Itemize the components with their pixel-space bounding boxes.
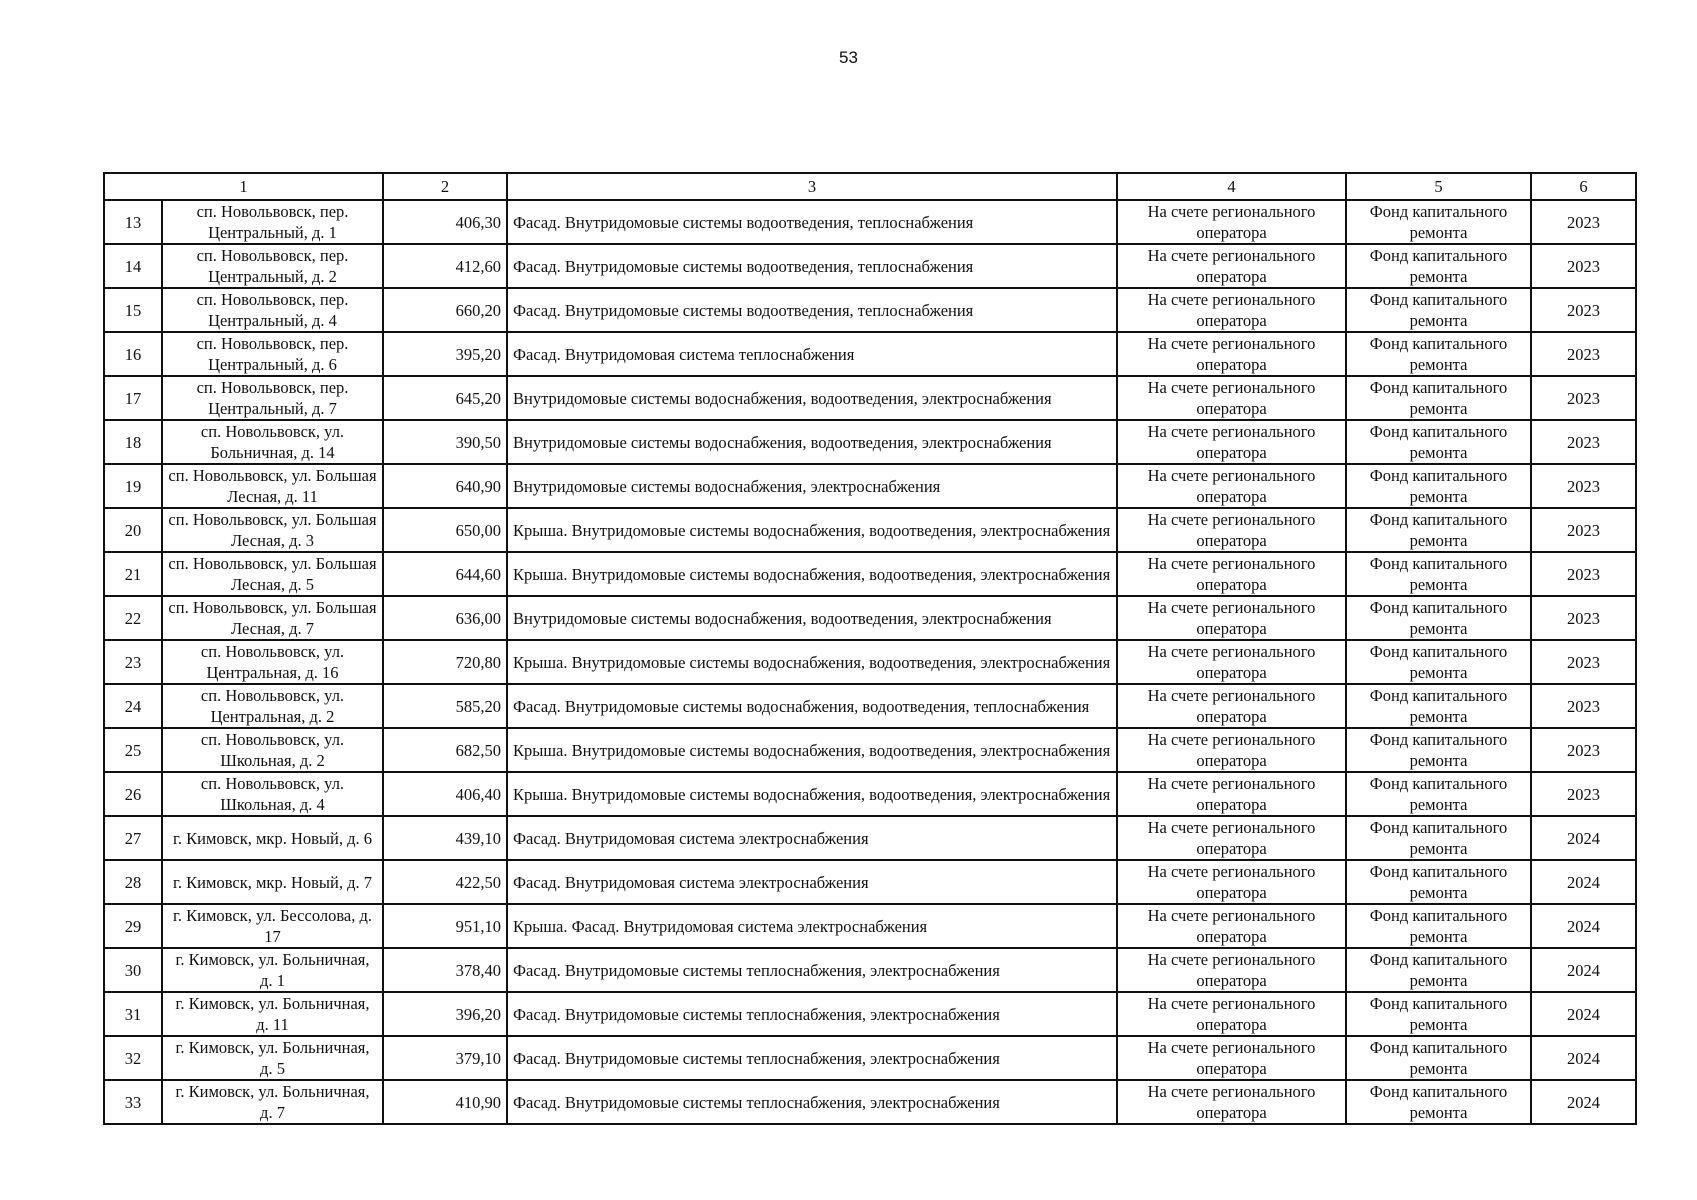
repair-works-cell: Фасад. Внутридомовые системы теплоснабжения, электроснабжения	[507, 1080, 1117, 1124]
address-cell: сп. Новольвовск, ул. Школьная, д. 2	[162, 728, 383, 772]
table-row	[104, 244, 1636, 288]
table-row	[104, 420, 1636, 464]
table-row	[104, 992, 1636, 1036]
fund-formation-method-cell: На счете регионального оператора	[1117, 464, 1346, 508]
table-row	[104, 376, 1636, 420]
repair-works-cell: Фасад. Внутридомовые системы теплоснабжения, электроснабжения	[507, 948, 1117, 992]
repair-works-cell: Фасад. Внутридомовые системы водоотведения, теплоснабжения	[507, 244, 1117, 288]
area-cell: 412,60	[383, 244, 507, 288]
planned-year-cell: 2024	[1531, 904, 1636, 948]
row-number-cell: 24	[104, 684, 162, 728]
column-header-4: 4	[1117, 173, 1346, 200]
funding-source-cell: Фонд капитального ремонта	[1346, 596, 1531, 640]
row-number-cell: 26	[104, 772, 162, 816]
fund-formation-method-cell: На счете регионального оператора	[1117, 552, 1346, 596]
area-cell: 439,10	[383, 816, 507, 860]
row-number-cell: 33	[104, 1080, 162, 1124]
fund-formation-method-cell: На счете регионального оператора	[1117, 508, 1346, 552]
row-number-cell: 14	[104, 244, 162, 288]
repair-works-cell: Крыша. Внутридомовые системы водоснабжения, водоотведения, электроснабжения	[507, 772, 1117, 816]
funding-source-cell: Фонд капитального ремонта	[1346, 640, 1531, 684]
address-cell: сп. Новольвовск, ул. Центральная, д. 16	[162, 640, 383, 684]
planned-year-cell: 2023	[1531, 772, 1636, 816]
table-row	[104, 1080, 1636, 1124]
funding-source-cell: Фонд капитального ремонта	[1346, 244, 1531, 288]
funding-source-cell: Фонд капитального ремонта	[1346, 332, 1531, 376]
table-row	[104, 904, 1636, 948]
table-row	[104, 1036, 1636, 1080]
row-number-cell: 28	[104, 860, 162, 904]
row-number-cell: 18	[104, 420, 162, 464]
funding-source-cell: Фонд капитального ремонта	[1346, 1036, 1531, 1080]
row-number-cell: 30	[104, 948, 162, 992]
repair-works-cell: Фасад. Внутридомовые системы водоотведения, теплоснабжения	[507, 200, 1117, 244]
planned-year-cell: 2024	[1531, 1036, 1636, 1080]
table-row	[104, 816, 1636, 860]
funding-source-cell: Фонд капитального ремонта	[1346, 948, 1531, 992]
address-cell: сп. Новольвовск, ул. Центральная, д. 2	[162, 684, 383, 728]
funding-source-cell: Фонд капитального ремонта	[1346, 464, 1531, 508]
fund-formation-method-cell: На счете регионального оператора	[1117, 728, 1346, 772]
planned-year-cell: 2024	[1531, 992, 1636, 1036]
fund-formation-method-cell: На счете регионального оператора	[1117, 904, 1346, 948]
row-number-cell: 22	[104, 596, 162, 640]
area-cell: 951,10	[383, 904, 507, 948]
area-cell: 395,20	[383, 332, 507, 376]
row-number-cell: 27	[104, 816, 162, 860]
address-cell: сп. Новольвовск, пер. Центральный, д. 2	[162, 244, 383, 288]
address-cell: г. Кимовск, ул. Больничная, д. 11	[162, 992, 383, 1036]
planned-year-cell: 2023	[1531, 420, 1636, 464]
address-cell: г. Кимовск, мкр. Новый, д. 7	[162, 860, 383, 904]
fund-formation-method-cell: На счете регионального оператора	[1117, 288, 1346, 332]
address-cell: сп. Новольвовск, ул. Школьная, д. 4	[162, 772, 383, 816]
funding-source-cell: Фонд капитального ремонта	[1346, 1080, 1531, 1124]
address-cell: сп. Новольвовск, пер. Центральный, д. 4	[162, 288, 383, 332]
planned-year-cell: 2023	[1531, 200, 1636, 244]
area-cell: 406,30	[383, 200, 507, 244]
row-number-cell: 21	[104, 552, 162, 596]
repair-works-cell: Фасад. Внутридомовая система электроснабжения	[507, 860, 1117, 904]
area-cell: 645,20	[383, 376, 507, 420]
area-cell: 640,90	[383, 464, 507, 508]
planned-year-cell: 2023	[1531, 596, 1636, 640]
funding-source-cell: Фонд капитального ремонта	[1346, 772, 1531, 816]
repair-works-cell: Внутридомовые системы водоснабжения, водоотведения, электроснабжения	[507, 376, 1117, 420]
funding-source-cell: Фонд капитального ремонта	[1346, 288, 1531, 332]
planned-year-cell: 2023	[1531, 684, 1636, 728]
column-header-6: 6	[1531, 173, 1636, 200]
address-cell: сп. Новольвовск, пер. Центральный, д. 6	[162, 332, 383, 376]
area-cell: 410,90	[383, 1080, 507, 1124]
address-cell: сп. Новольвовск, ул. Большая Лесная, д. 11	[162, 464, 383, 508]
table-row	[104, 332, 1636, 376]
fund-formation-method-cell: На счете регионального оператора	[1117, 948, 1346, 992]
planned-year-cell: 2023	[1531, 640, 1636, 684]
area-cell: 644,60	[383, 552, 507, 596]
planned-year-cell: 2023	[1531, 244, 1636, 288]
area-cell: 390,50	[383, 420, 507, 464]
fund-formation-method-cell: На счете регионального оператора	[1117, 816, 1346, 860]
funding-source-cell: Фонд капитального ремонта	[1346, 376, 1531, 420]
table-row	[104, 200, 1636, 244]
capital-repair-table	[103, 172, 1637, 1125]
fund-formation-method-cell: На счете регионального оператора	[1117, 596, 1346, 640]
repair-works-cell: Крыша. Внутридомовые системы водоснабжения, водоотведения, электроснабжения	[507, 508, 1117, 552]
repair-works-cell: Фасад. Внутридомовые системы теплоснабжения, электроснабжения	[507, 1036, 1117, 1080]
fund-formation-method-cell: На счете регионального оператора	[1117, 200, 1346, 244]
planned-year-cell: 2023	[1531, 728, 1636, 772]
table-body	[104, 200, 1636, 1124]
address-cell: г. Кимовск, ул. Бессолова, д. 17	[162, 904, 383, 948]
planned-year-cell: 2023	[1531, 464, 1636, 508]
planned-year-cell: 2023	[1531, 332, 1636, 376]
funding-source-cell: Фонд капитального ремонта	[1346, 508, 1531, 552]
funding-source-cell: Фонд капитального ремонта	[1346, 992, 1531, 1036]
address-cell: сп. Новольвовск, ул. Большая Лесная, д. 7	[162, 596, 383, 640]
address-cell: г. Кимовск, мкр. Новый, д. 6	[162, 816, 383, 860]
fund-formation-method-cell: На счете регионального оператора	[1117, 1036, 1346, 1080]
repair-works-cell: Внутридомовые системы водоснабжения, водоотведения, электроснабжения	[507, 420, 1117, 464]
page-number: 53	[839, 48, 858, 67]
address-cell: г. Кимовск, ул. Больничная, д. 5	[162, 1036, 383, 1080]
repair-works-cell: Фасад. Внутридомовые системы водоснабжения, водоотведения, теплоснабжения	[507, 684, 1117, 728]
table-row	[104, 948, 1636, 992]
table-row	[104, 772, 1636, 816]
row-number-cell: 23	[104, 640, 162, 684]
address-cell: сп. Новольвовск, ул. Большая Лесная, д. 5	[162, 552, 383, 596]
fund-formation-method-cell: На счете регионального оператора	[1117, 860, 1346, 904]
address-cell: сп. Новольвовск, ул. Большая Лесная, д. 3	[162, 508, 383, 552]
table-row	[104, 464, 1636, 508]
fund-formation-method-cell: На счете регионального оператора	[1117, 332, 1346, 376]
area-cell: 406,40	[383, 772, 507, 816]
funding-source-cell: Фонд капитального ремонта	[1346, 200, 1531, 244]
planned-year-cell: 2024	[1531, 816, 1636, 860]
row-number-cell: 31	[104, 992, 162, 1036]
row-number-cell: 16	[104, 332, 162, 376]
funding-source-cell: Фонд капитального ремонта	[1346, 904, 1531, 948]
area-cell: 585,20	[383, 684, 507, 728]
table-header	[104, 173, 1636, 200]
area-cell: 636,00	[383, 596, 507, 640]
planned-year-cell: 2024	[1531, 860, 1636, 904]
fund-formation-method-cell: На счете регионального оператора	[1117, 992, 1346, 1036]
repair-works-cell: Внутридомовые системы водоснабжения, электроснабжения	[507, 464, 1117, 508]
repair-works-cell: Внутридомовые системы водоснабжения, водоотведения, электроснабжения	[507, 596, 1117, 640]
repair-works-cell: Крыша. Внутридомовые системы водоснабжения, водоотведения, электроснабжения	[507, 640, 1117, 684]
area-cell: 720,80	[383, 640, 507, 684]
funding-source-cell: Фонд капитального ремонта	[1346, 816, 1531, 860]
planned-year-cell: 2024	[1531, 1080, 1636, 1124]
fund-formation-method-cell: На счете регионального оператора	[1117, 772, 1346, 816]
fund-formation-method-cell: На счете регионального оператора	[1117, 244, 1346, 288]
funding-source-cell: Фонд капитального ремонта	[1346, 728, 1531, 772]
row-number-cell: 19	[104, 464, 162, 508]
fund-formation-method-cell: На счете регионального оператора	[1117, 1080, 1346, 1124]
area-cell: 650,00	[383, 508, 507, 552]
row-number-cell: 13	[104, 200, 162, 244]
row-number-cell: 20	[104, 508, 162, 552]
area-cell: 378,40	[383, 948, 507, 992]
column-header-3: 3	[507, 173, 1117, 200]
planned-year-cell: 2023	[1531, 376, 1636, 420]
column-number-row	[104, 173, 1636, 200]
row-number-cell: 25	[104, 728, 162, 772]
table-row	[104, 684, 1636, 728]
table-row	[104, 552, 1636, 596]
planned-year-cell: 2023	[1531, 552, 1636, 596]
table-row	[104, 640, 1636, 684]
funding-source-cell: Фонд капитального ремонта	[1346, 552, 1531, 596]
planned-year-cell: 2023	[1531, 508, 1636, 552]
repair-works-cell: Фасад. Внутридомовые системы теплоснабжения, электроснабжения	[507, 992, 1117, 1036]
table-row	[104, 508, 1636, 552]
planned-year-cell: 2023	[1531, 288, 1636, 332]
fund-formation-method-cell: На счете регионального оператора	[1117, 640, 1346, 684]
funding-source-cell: Фонд капитального ремонта	[1346, 420, 1531, 464]
area-cell: 379,10	[383, 1036, 507, 1080]
funding-source-cell: Фонд капитального ремонта	[1346, 684, 1531, 728]
address-cell: г. Кимовск, ул. Больничная, д. 7	[162, 1080, 383, 1124]
table-row	[104, 596, 1636, 640]
address-cell: сп. Новольвовск, пер. Центральный, д. 7	[162, 376, 383, 420]
column-header-2: 2	[383, 173, 507, 200]
column-header-5: 5	[1346, 173, 1531, 200]
address-cell: г. Кимовск, ул. Больничная, д. 1	[162, 948, 383, 992]
repair-works-cell: Фасад. Внутридомовая система теплоснабжения	[507, 332, 1117, 376]
fund-formation-method-cell: На счете регионального оператора	[1117, 376, 1346, 420]
repair-works-cell: Фасад. Внутридомовая система электроснабжения	[507, 816, 1117, 860]
repair-works-cell: Фасад. Внутридомовые системы водоотведения, теплоснабжения	[507, 288, 1117, 332]
table-row	[104, 860, 1636, 904]
row-number-cell: 29	[104, 904, 162, 948]
fund-formation-method-cell: На счете регионального оператора	[1117, 420, 1346, 464]
repair-works-cell: Крыша. Фасад. Внутридомовая система электроснабжения	[507, 904, 1117, 948]
area-cell: 682,50	[383, 728, 507, 772]
area-cell: 396,20	[383, 992, 507, 1036]
row-number-cell: 15	[104, 288, 162, 332]
address-cell: сп. Новольвовск, ул. Больничная, д. 14	[162, 420, 383, 464]
row-number-cell: 17	[104, 376, 162, 420]
planned-year-cell: 2024	[1531, 948, 1636, 992]
repair-works-cell: Крыша. Внутридомовые системы водоснабжения, водоотведения, электроснабжения	[507, 552, 1117, 596]
table-row	[104, 728, 1636, 772]
area-cell: 660,20	[383, 288, 507, 332]
funding-source-cell: Фонд капитального ремонта	[1346, 860, 1531, 904]
row-number-cell: 32	[104, 1036, 162, 1080]
address-cell: сп. Новольвовск, пер. Центральный, д. 1	[162, 200, 383, 244]
area-cell: 422,50	[383, 860, 507, 904]
repair-works-cell: Крыша. Внутридомовые системы водоснабжения, водоотведения, электроснабжения	[507, 728, 1117, 772]
fund-formation-method-cell: На счете регионального оператора	[1117, 684, 1346, 728]
table-row	[104, 288, 1636, 332]
column-header-1: 1	[104, 173, 383, 200]
